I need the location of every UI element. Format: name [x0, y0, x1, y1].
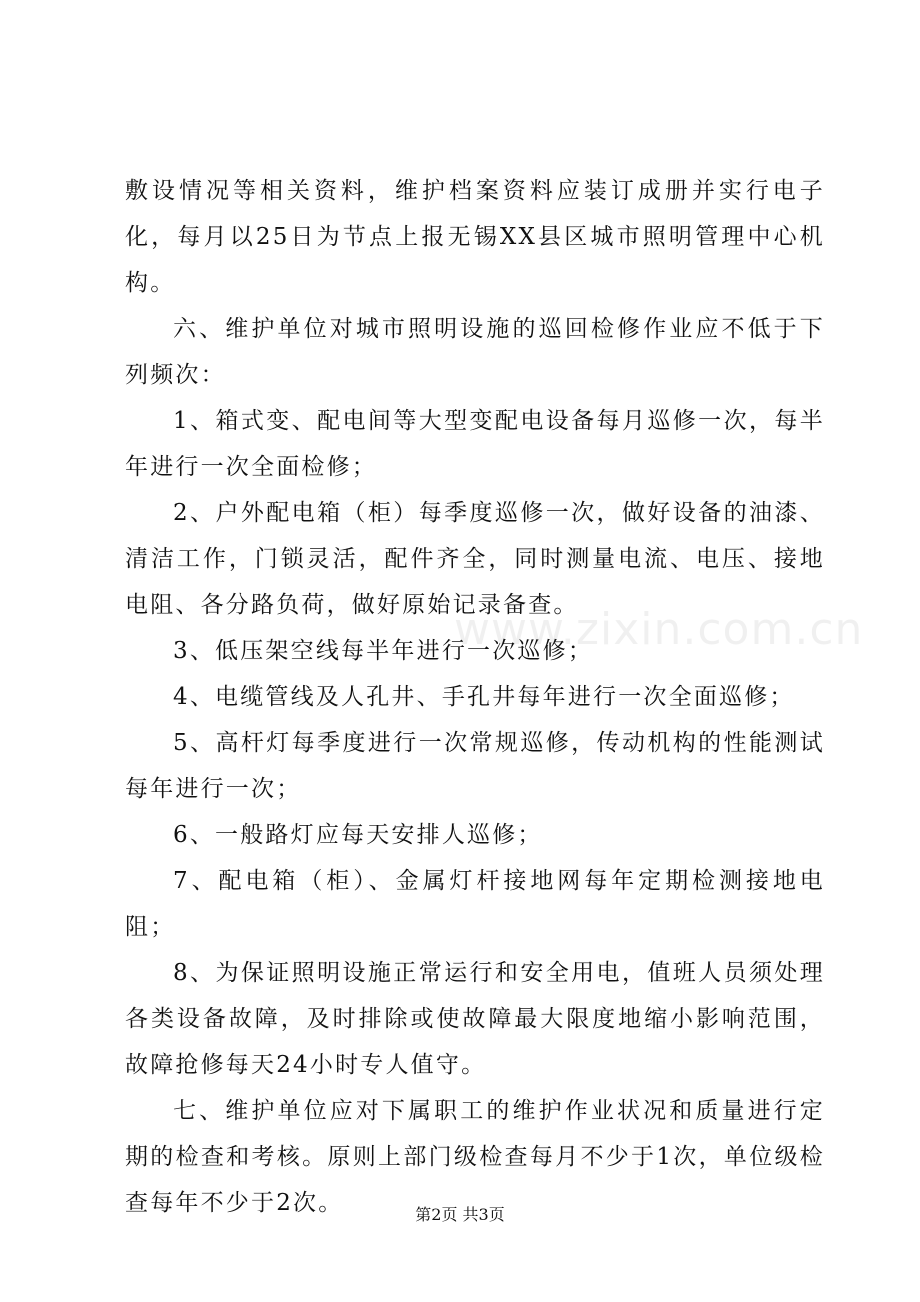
- paragraph-9: 8、为保证照明设施正常运行和安全用电，值班人员须处理各类设备故障，及时排除或使故障最大限度地缩小影响范围，故障抢修每天24小时专人值守。: [125, 960, 825, 1078]
- paragraph-4: 3、低压架空线每半年进行一次巡修；: [173, 638, 594, 664]
- paragraph-0: 敷设情况等相关资料，维护档案资料应装订成册并实行电子化，每月以25日为节点上报无锡XX县区城市照明管理中心机构。: [125, 178, 825, 296]
- document-body: [125, 168, 825, 1226]
- paragraph-2: 1、箱式变、配电间等大型变配电设备每月巡修一次，每半年进行一次全面检修；: [125, 408, 825, 480]
- paragraph-5: 4、电缆管线及人孔井、手孔井每年进行一次全面巡修；: [173, 684, 795, 710]
- paragraph-10: 七、维护单位应对下属职工的维护作业状况和质量进行定期的检查和考核。原则上部门级检查每月不少于1次，单位级检查每年不少于2次。: [125, 1098, 825, 1216]
- paragraph-7: 6、一般路灯应每天安排人巡修；: [173, 822, 543, 848]
- paragraph-3: 2、户外配电箱（柜）每季度巡修一次，做好设备的油漆、清洁工作，门锁灵活，配件齐全，同时测量电流、电压、接地电阻、各分路负荷，做好原始记录备查。: [125, 500, 825, 618]
- paragraph-8: 7、配电箱（柜）、金属灯杆接地网每年定期检测接地电阻；: [125, 868, 825, 940]
- page-footer: 第2页 共3页: [415, 1205, 505, 1224]
- watermark: www.zixin.com.cn: [454, 604, 864, 655]
- paragraph-6: 5、高杆灯每季度进行一次常规巡修，传动机构的性能测试每年进行一次；: [125, 730, 825, 802]
- paragraph-1: 六、维护单位对城市照明设施的巡回检修作业应不低于下列频次：: [125, 316, 825, 388]
